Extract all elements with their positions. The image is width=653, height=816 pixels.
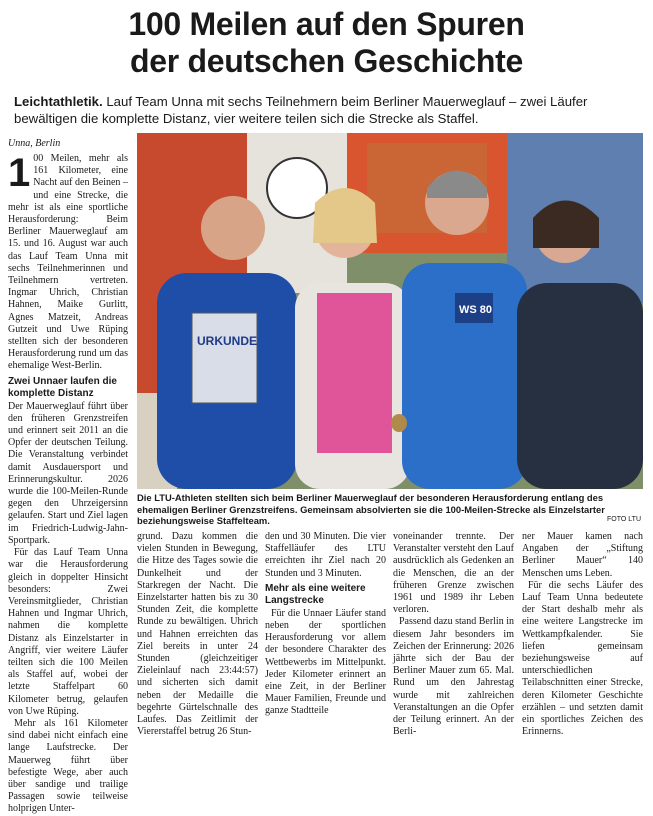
col3-paragraph-1: den und 30 Minuten. Die vier Staffelläufer des LTU erreichten ihr Ziel nach 20 Stunden und 3 Minuten. — [265, 531, 386, 579]
column-2 — [137, 531, 258, 738]
lead-paragraph — [14, 93, 640, 127]
col4-paragraph-2: Passend dazu stand Berlin in diesem Jahr besonders im Zeichen der Erinnerung: 2026 jährte sich der Bau der Berliner Mauer zum 65. Mal. Rund um den Jahrestag wurde mit zahlreichen Veranstaltungen an die Opfer der Teilung erinnert. An der Berli- — [393, 616, 514, 738]
column-3 — [265, 531, 386, 718]
col1-paragraph-1: 00 Meilen, mehr als 161 Kilometer, eine Nacht auf den Beinen – und eine Strecke, die mehr ist als eine sportliche Herausforderung: Beim Berliner Mauerweglauf am 15. und 16. August war auch das Lauf Team Unna mit sechs Teilnehmerinnen und Teilnehmern vertreten. Ingmar Uhrich, Christian Hahnen, Maike Gurlitt, Agnes Matzeit, Andreas Gutzeit und Uwe Rüping stellten sich der besonderen Herausforderung rund um das ehemalige West-Berlin. — [8, 153, 128, 372]
column-1 — [8, 153, 128, 816]
subheading-zwei-unnaer: Zwei Unnaer laufen die komplette Distanz — [8, 375, 117, 399]
drop-cap: 1 — [8, 151, 31, 195]
col5-paragraph-2: Für die sechs Läufer des Lauf Team Unna bedeutete der Start deshalb mehr als eine weitere Langstrecke im Wettkampfkalender. Sie liefen gemeinsam beziehungsweise auf unterschiedlichen Teilabschnitten einer Strecke, deren Kilometer Geschichte erzählen – und setzten damit ein sportliches Zeichen des Erinnerns. — [522, 579, 643, 738]
column-4 — [393, 531, 514, 738]
team-photo — [137, 133, 643, 489]
lead-kicker: Leichtathletik. — [14, 94, 103, 109]
headline — [0, 6, 653, 80]
col1-paragraph-2: Der Mauerweglauf führt über den früheren Grenzstreifen und erinnert seit 2011 an die Opfer der deutschen Teilung. Die Veranstaltung verbindet damit Ausdauersport und Erinnerungskultur. 2026 wurde die 100-Meilen-Runde gegen den Uhrzeigersinn gelaufen. Start und Ziel lagen im Friedrich-Ludwig-Jahn-Sportpark. — [8, 400, 128, 546]
headline-line-1: 100 Meilen auf den Spuren — [128, 6, 525, 42]
subheading-mehr-als: Mehr als eine weitere Langstrecke — [265, 582, 366, 606]
col2-paragraph-1: grund. Dazu kommen die vielen Stunden in Bewegung, die Hitze des Tages sowie die Dunkelheit und der Starkregen der Nacht. Die Einzelstarter hatten bis zu 30 Stunden Zeit, die komplette Runde zu bewältigen. Uhrich und Hahnen erreichten das Ziel bereits in unter 24 Stunden (gleichzeitiger Zieleinlauf nach 23:44:57) und sicherten sich damit neben der Medaille die begehrte Gürtelschnalle des Laufes. Das Zeitlimit der Viererstaffel betrug 26 Stun- — [137, 531, 258, 738]
dateline: Unna, Berlin — [8, 138, 61, 149]
col3-paragraph-2: Für die Unnaer Läufer stand neben der sportlichen Herausforderung vor allem der besondere Charakter des Wettbewerbs im Mittelpunkt. Jeder Kilometer erinnert an eine Zeit, in der Berliner Mauer Familien, Freunde und ganze Stadtteile — [265, 607, 386, 717]
headline-line-2: der deutschen Geschichte — [130, 43, 523, 79]
shirt-label: WS 80 — [459, 304, 493, 316]
lead-text: Lauf Team Unna mit sechs Teilnehmern beim Berliner Mauerweglauf – zwei Läufer bewältigen die komplette Distanz, vier weitere teilen sich die Strecke als Staffel. — [14, 94, 588, 126]
col5-paragraph-1: ner Mauer kamen nach Angaben der „Stiftung Berliner Mauer“ 140 Menschen ums Leben. — [522, 531, 643, 579]
col1-paragraph-4: Mehr als 161 Kilometer sind dabei nicht einfach eine lange Laufstrecke. Der Mauerweg führt über befestigte Wege, aber auch über sandige und trailige Passagen sowie teilweise holprigen Unter- — [8, 717, 128, 815]
col1-paragraph-3: Für das Lauf Team Unna war die Herausforderung gleich in doppelter Hinsicht besonders: Zwei Vereinsmitglieder, Christian Hahnen und Ingmar Uhrich, nahmen die komplette Distanz als Einzelstarter in Angriff, vier weitere Läufer teilten sich die 100 Meilen als Staffel auf, wobei der letzte Staffelpart 60 Kilometer betrug, gelaufen von Uwe Rüping. — [8, 547, 128, 717]
photo-credit: FOTO LTU — [607, 516, 641, 523]
col4-paragraph-1: voneinander trennte. Der Veranstalter versteht den Lauf ausdrücklich als Gedenken an die Menschen, die an der früheren Grenze zwischen 1961 und 1989 ihr Leben verloren. — [393, 531, 514, 616]
urkunde-label: URKUNDE — [197, 334, 257, 348]
photo-caption: Die LTU-Athleten stellten sich beim Berliner Mauerweglauf der besonderen Herausforderung entlang des ehemaligen Berliner Grenzstreifens. Gemeinsam absolvierten sie die 100-Meilen-Strecke als Einzelstarter beziehungsweise Staffelteam. — [137, 492, 605, 526]
team-photo-illustration — [137, 133, 643, 489]
column-5 — [522, 531, 643, 738]
